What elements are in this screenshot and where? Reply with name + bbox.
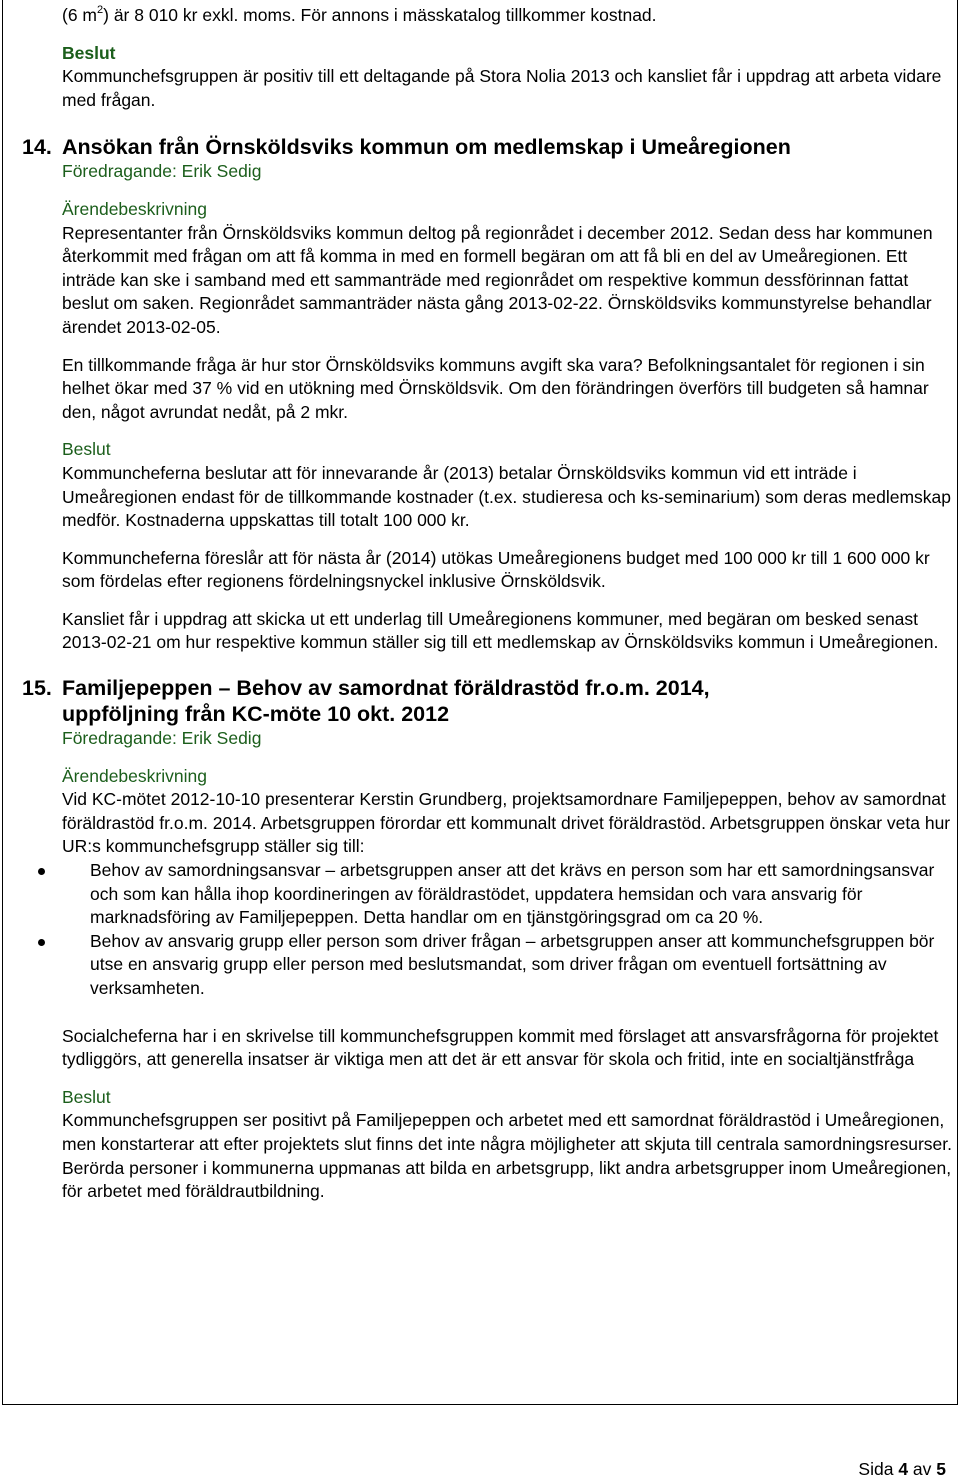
item-15-heading bbox=[22, 675, 952, 727]
item-15-desc-para2: Socialcheferna har i en skrivelse till kommunchefsgruppen kommit med förslaget att ansvarsfrågorna för projektet tydliggörs, att generella insatser är viktiga men att det är ett ansvar för skola och fritid, inte en socialtjänstfråga bbox=[62, 1025, 939, 1070]
item-14-desc-para1: Representanter från Örnsköldsviks kommun deltog på regionrådet i december 2012. Sedan dess har kommunen återkommit med frågan om att få komma in med en formell begäran om att få bli en del av Umeåregionen. Ett inträde kan ske i samband med ett sammanträde med regionrådet om respektive kommun dessförinnan fattat beslut om saken. Regionrådet sammanträder nästa gång 2013-02-22. Örnsköldsviks kommunstyrelse behandlar ärendet 2013-02-05. bbox=[62, 222, 933, 337]
item-14-decision-para3: Kansliet får i uppdrag att skicka ut ett underlag till Umeåregionens kommuner, med begäran om besked senast 2013-02-21 om hur respektive kommun ställer sig till ett medlemskap av Örnsköldsviks kommun i Umeåregionen. bbox=[62, 608, 939, 653]
list-item: Behov av ansvarig grupp eller person som driver frågan – arbetsgruppen anser att kommunchefsgruppen bör utse en ansvarig grupp eller person med beslutsmandat, som driver frågan om eventuell fortsättning av verksamheten. bbox=[62, 930, 952, 1001]
item-14-number: 14. bbox=[22, 135, 52, 160]
item-14-desc-para2: En tillkommande fråga är hur stor Örnsköldsviks kommuns avgift ska vara? Befolkningsantalet för regionen i sin helhet ökar med 37 % vid en utökning med Örnsköldsvik. Om den förändringen överförs till budgeten så hamnar den, något avrundat nedåt, på 2 mkr. bbox=[62, 354, 929, 422]
item-14-desc-heading: Ärendebeskrivning bbox=[62, 198, 207, 219]
document-body bbox=[22, 4, 953, 1204]
item-15-desc-heading: Ärendebeskrivning bbox=[62, 765, 207, 786]
item-15-decision-text: Kommunchefsgruppen ser positivt på Familjepeppen och arbetet med ett samordnat föräldrastöd i Umeåregionen, men konstarterar att efter projektets slut finns det inte några möjligheter att skjuta till centrala samordningsresurser. Berörda personer i kommunerna uppmanas att bilda en arbetsgrupp, likt andra arbetsgrupper inom Umeåregionen, för arbetet med föräldrautbildning. bbox=[62, 1110, 953, 1202]
item-15-presenter: Föredragande: Erik Sedig bbox=[62, 728, 262, 749]
item-14-decision-heading: Beslut bbox=[62, 439, 111, 460]
page-number: Sida 4 av 5 bbox=[858, 1459, 946, 1479]
bullet-icon bbox=[38, 939, 45, 946]
item-14-decision-para1: Kommuncheferna beslutar att för innevarande år (2013) betalar Örnsköldsviks kommun vid ett inträde i Umeåregionen endast för de tillkommande kostnader (t.ex. studieresa och ks-seminarium) som deras medlemskap medför. Kostnaderna uppskattas till totalt 100 000 kr. bbox=[62, 462, 952, 531]
item-15-desc-para1: Vid KC-mötet 2012-10-10 presenterar Kerstin Grundberg, projektsamordnare Familjepeppen, behov av samordnat föräldrastöd fr.o.m. 2014. Arbetsgruppen förordar ett kommunalt drivet föräldrastöd. Arbetsgruppen önskar veta hur UR:s kommunchefsgrupp ställer sig till: bbox=[62, 789, 951, 857]
list-item: Behov av samordningsansvar – arbetsgruppen anser att det krävs en person som har ett samordningsansvar och som kan hålla ihop koordineringen av föräldrastödet, uppdatera hemsidan och vara ansvarig för marknadsföring av Familjepeppen. Detta handlar om en tjänstgöringsgrad om ca 20 %. bbox=[62, 859, 952, 930]
item-14-decision-para2: Kommuncheferna föreslår att för nästa år (2014) utökas Umeåregionens budget med 100 000 kr till 1 600 000 kr som fördelas efter regionens fördelningsnyckel inklusive Örnsköldsvik. bbox=[62, 547, 930, 592]
item-14-heading bbox=[22, 134, 952, 160]
item-15-title-line2: uppföljning från KC-möte 10 okt. 2012 bbox=[62, 702, 450, 727]
intro-line: (6 $m^2$) är 8 010 kr exkl. moms. För annons i mässkatalog tillkommer kostnad. bbox=[62, 4, 657, 25]
item-14-title: Ansökan från Örnsköldsviks kommun om medlemskap i Umeåregionen bbox=[62, 135, 791, 160]
item-15-number: 15. bbox=[22, 676, 52, 701]
decision-text: Kommunchefsgruppen är positiv till ett deltagande på Stora Nolia 2013 och kansliet får i uppdrag att arbeta vidare med frågan. bbox=[62, 66, 942, 110]
item-15-bullet-list bbox=[62, 859, 952, 1001]
item-14-presenter: Föredragande: Erik Sedig bbox=[62, 161, 262, 182]
bullet-icon bbox=[38, 868, 45, 875]
item-15-decision-heading: Beslut bbox=[62, 1086, 111, 1107]
decision-heading: Beslut bbox=[62, 42, 116, 63]
item-15-title-line1: Familjepeppen – Behov av samordnat föräldrastöd fr.o.m. 2014, bbox=[62, 676, 710, 701]
